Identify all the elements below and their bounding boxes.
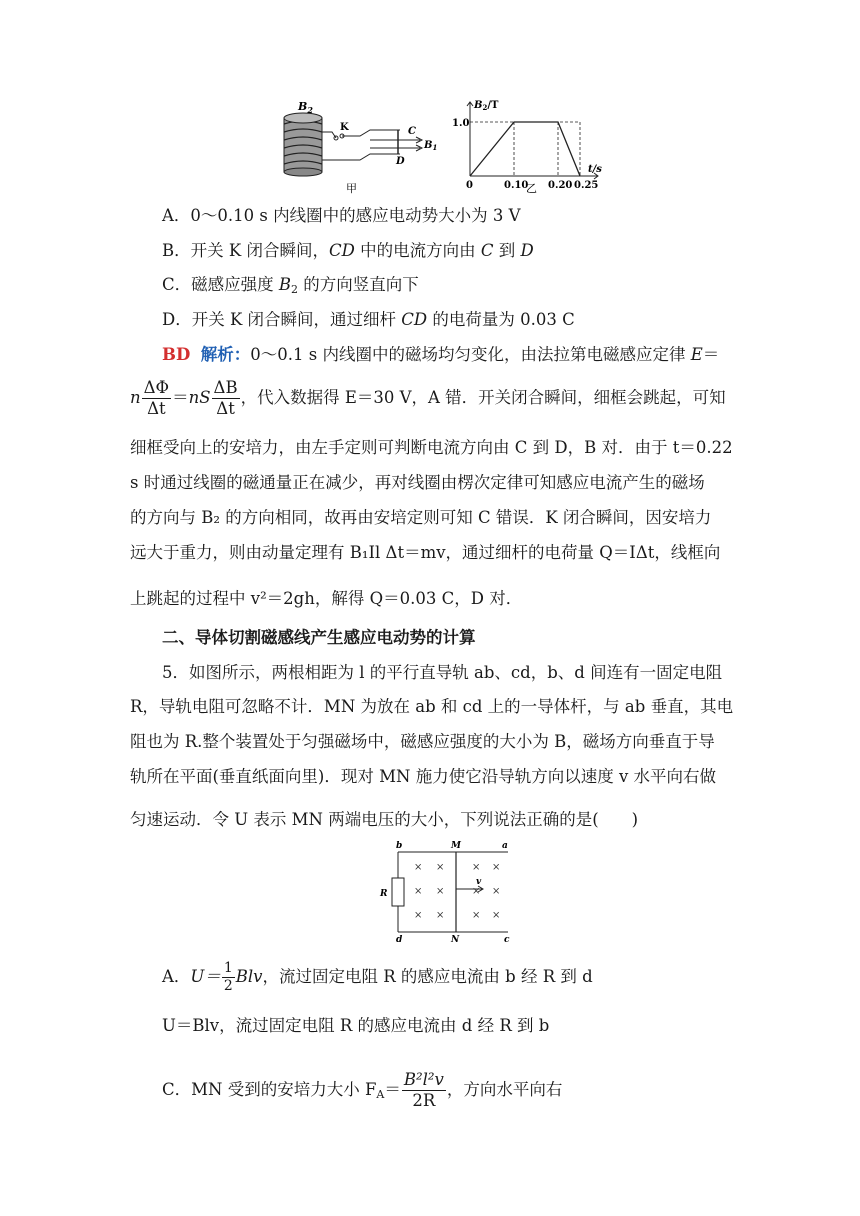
graph-xtick-0: 0.10 (504, 180, 529, 191)
svg-text:a: a (502, 841, 508, 851)
answer-badge: BD (162, 345, 191, 364)
svg-text:×: × (472, 862, 481, 873)
q4-option-a: A．0～0.10 s 内线圈中的感应电动势大小为 3 V (162, 206, 521, 225)
q5-option-a: A．U＝ $\frac{1}{2}$ Blv，流过固定电阻 R 的感应电流由 b 经 R 到 d (162, 960, 593, 994)
svg-text:b: b (396, 841, 403, 851)
svg-text:×: × (492, 886, 501, 897)
q4-analysis-line-4: s 时通过线圈的磁通量正在减少，再对线圈由楞次定律可知感应电流产生的磁场 (130, 473, 705, 492)
graph-xtick-1: 0.20 (548, 180, 573, 191)
svg-text:M: M (451, 841, 461, 851)
q4-analysis-line-1: BD 解析：0～0.1 s 内线圈中的磁场均匀变化，由法拉第电磁感应定律 E＝ (162, 345, 720, 364)
b-t-graph (452, 100, 602, 195)
q5-line-3: 阻也为 R.整个装置处于匀强磁场中，磁感应强度的大小为 B，磁场方向垂直于导 (130, 732, 715, 751)
label-b2: $B_2$ (298, 100, 313, 115)
graph-ytick: 1.0 (452, 118, 470, 129)
svg-text:×: × (472, 886, 481, 897)
svg-text:×: × (414, 862, 423, 873)
fraction-force: $\frac{\text{B²l²v}}{2R}$ (403, 1070, 444, 1110)
q5-option-b: U＝Blv，流过固定电阻 R 的感应电流由 d 经 R 到 b (162, 1016, 550, 1035)
q4-analysis-line-2: n $\frac{\Delta\Phi}{\Delta t}$ ＝nS $\frac{\Delta B}{\Delta t}$ ，代入数据得 E＝30 V，A 错．开关闭合瞬间，细框会跳起，可知 (130, 378, 726, 418)
label-d: D (396, 156, 405, 167)
svg-text:×: × (414, 910, 423, 921)
graph-origin: 0 (466, 180, 473, 191)
label-c: C (408, 126, 416, 137)
coil-drawing (284, 113, 322, 176)
svg-text:R: R (380, 889, 388, 899)
section-2-title: 二、导体切割磁感线产生感应电动势的计算 (162, 628, 476, 647)
q4-analysis-line-3: 细框受向上的安培力，由左手定则可判断电流方向由 C 到 D，B 对．由于 t＝0.22 (130, 438, 733, 457)
q4-analysis-line-6: 远大于重力，则由动量定理有 B₁Il Δt＝mv，通过细杆的电荷量 Q＝IΔt，线框向 (130, 543, 721, 562)
svg-text:×: × (436, 862, 445, 873)
fraction-half: $\frac{1}{2}$ (223, 960, 233, 994)
caption-jia: 甲 (346, 182, 357, 195)
svg-text:×: × (492, 910, 501, 921)
svg-text:×: × (436, 886, 445, 897)
svg-text:×: × (414, 886, 423, 897)
q5-line-4: 轨所在平面(垂直纸面向里)．现对 MN 施力使它沿导轨方向以速度 v 水平向右做 (130, 767, 717, 786)
graph-xtick-2: 0.25 (574, 180, 599, 191)
svg-text:v: v (476, 877, 482, 887)
q5-option-c: C．MN 受到的安培力大小 $F_A=$ $\frac{\text{B²l²v}}{2R}$ ，方向水平向右 (162, 1070, 563, 1110)
svg-text:×: × (472, 910, 481, 921)
graph-line (470, 122, 580, 176)
figure-coil-and-graph (270, 96, 600, 196)
figure-rails-circuit (376, 840, 516, 944)
q4-option-d: D．开关 K 闭合瞬间，通过细杆 CD 的电荷量为 0.03 C (162, 310, 575, 329)
graph-xlabel: t/s (588, 164, 602, 175)
q5-line-1: 5．如图所示，两根相距为 l 的平行直导轨 ab、cd，b、d 间连有一固定电阻 (162, 663, 723, 682)
fraction-flux: $\frac{\Delta\Phi}{\Delta t}$ (143, 378, 170, 418)
q4-analysis-line-5: 的方向与 B₂ 的方向相同，故再由安培定则可知 C 错误．K 闭合瞬间，因安培力 (130, 508, 712, 527)
svg-text:c: c (504, 935, 510, 945)
graph-ylabel: $B_2/T$ (474, 100, 499, 112)
svg-text:×: × (436, 910, 445, 921)
q5-line-5: 匀速运动．令 U 表示 MN 两端电压的大小，下列说法正确的是( ) (130, 810, 639, 829)
label-b1: $B_1$ (424, 140, 438, 152)
q4-analysis-line-7: 上跳起的过程中 v²＝2gh，解得 Q＝0.03 C，D 对． (130, 589, 523, 608)
analysis-label: 解析： (200, 345, 251, 364)
svg-text:d: d (396, 935, 403, 945)
label-k: K (340, 122, 349, 133)
q5-line-2: R，导轨电阻可忽略不计．MN 为放在 ab 和 cd 上的一导体杆，与 ab 垂直，其电 (130, 697, 734, 716)
svg-text:×: × (492, 862, 501, 873)
q4-option-c: C．磁感应强度 $B_2$ 的方向竖直向下 (162, 275, 419, 296)
svg-text:N: N (451, 935, 460, 945)
fraction-field: $\frac{\Delta B}{\Delta t}$ (213, 378, 238, 418)
caption-yi: 乙 (526, 182, 537, 195)
q4-option-b: B．开关 K 闭合瞬间，CD 中的电流方向由 C 到 D (162, 241, 534, 260)
